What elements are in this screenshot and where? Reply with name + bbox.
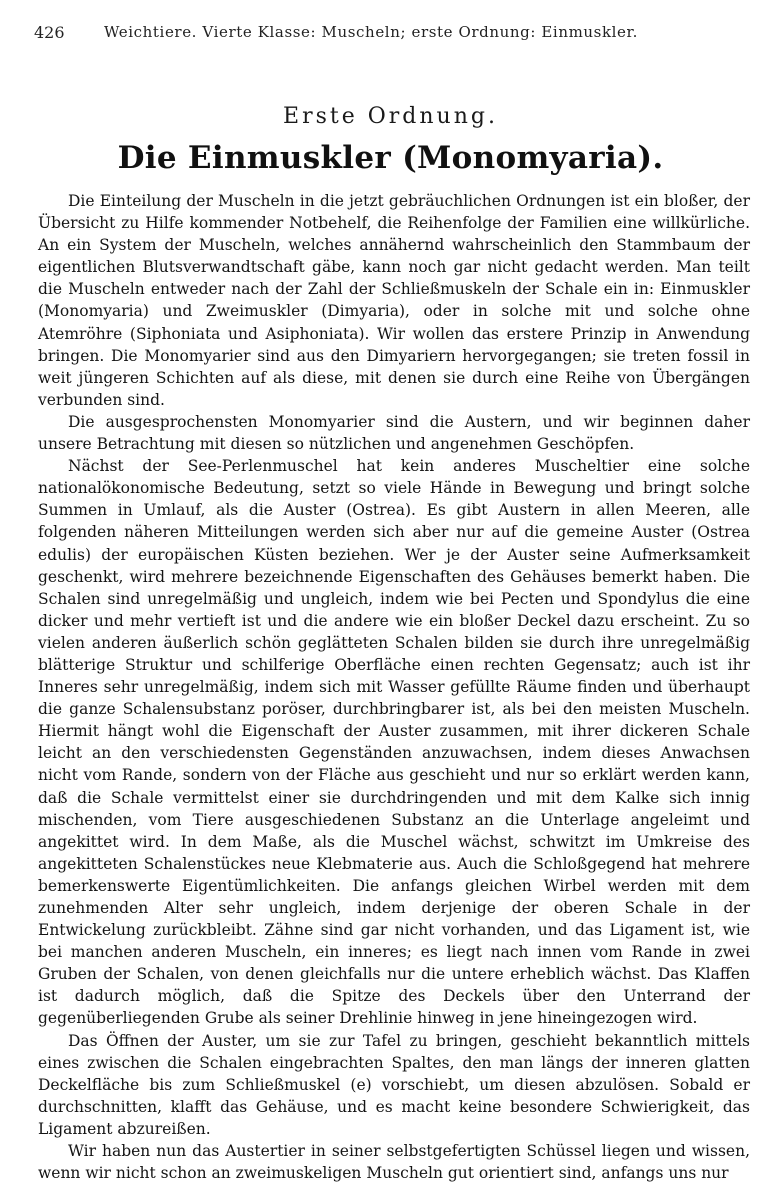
running-head: Weichtiere. Vierte Klasse: Muscheln; erste Ordnung: Einmuskler. — [104, 23, 639, 41]
paragraph: Die Einteilung der Muscheln in die jetzt gebräuchlichen Ordnungen ist ein bloßer, der Übersicht zu Hilfe kommender Notbehelf, die Reihenfolge der Familien eine willkürliche. An ein System der Muscheln, welches annähernd wahrscheinlich den Stammbaum der eigentlichen Blutsverwandtschaft gäbe, kann noch gar nicht gedacht werden. Man teilt die Muscheln entweder nach der Zahl der Schließmuskeln der Schale ein in: Einmuskler (Monomyaria) und Zweimuskler (Dimyaria), oder in solche mit und solche ohne Atemröhre (Siphoniata und Asiphoniata). Wir wollen das erstere Prinzip in Anwendung bringen. Die Monomyarier sind aus den Dimyariern hervorgegangen; sie treten fossil in weit jüngeren Schichten auf als diese, mit denen sie durch eine Reihe von Übergängen verbunden sind. — [38, 192, 750, 409]
paragraph: Die ausgesprochensten Monomyarier sind die Austern, und wir beginnen daher unsere Betrachtung mit diesen so nützlichen und angenehmen Geschöpfen. — [38, 412, 750, 454]
page-number: 426 — [34, 22, 65, 42]
paragraph: Nächst der See-Perlenmuschel hat kein anderes Muscheltier eine solche nationalökonomische Bedeutung, setzt so viele Hände in Bewegung und bringt solche Summen in Umlauf, als die Auster (Ostrea). Es gibt Austern in allen Meeren, alle folgenden näheren Mitteilungen werden sich aber nur auf die gemeine Auster (Ostrea edulis) der europäischen Küsten beziehen. Wer je der Auster seine Aufmerksamkeit geschenkt, wird mehrere bezeichnende Eigenschaften des Gehäuses bemerkt haben. Die Schalen sind unregelmäßig und ungleich, indem wie bei Pecten und Spondylus die eine dicker und mehr vertieft ist und die andere wie ein bloßer Deckel dazu erscheint. Zu so vielen anderen äußerlich schön geglätteten Schalen bilden sie durch ihre unregelmäßig blätterige Struktur und schilferige Oberfläche einen rechten Gegensatz; auch ist ihr Inneres sehr unregelmäßig, indem sich mit Wasser gefüllte Räume finden und überhaupt die ganze Schalensubstanz poröser, durchbringbarer ist, als bei den meisten Muscheln. Hiermit hängt wohl die Eigenschaft der Auster zusammen, mit ihrer dickeren Schale leicht an den verschiedensten Gegenständen anzuwachsen, indem dieses Anwachsen nicht vom Rande, sondern von der Fläche aus geschieht und nur so erklärt werden kann, daß die Schale vermittelst einer sie durchdringenden und mit dem Kalke sich innig mischenden, vom Tiere ausgeschiedenen Substanz an die Unterlage angeleimt und angekittet wird. In dem Maße, als die Muschel wächst, schwitzt im Umkreise des angekitteten Schalenstückes neue Klebmaterie aus. Auch die Schloßgegend hat mehrere bemerkenswerte Eigentümlichkeiten. Die anfangs gleichen Wirbel werden mit dem zunehmenden Alter sehr ungleich, indem derjenige der oberen Schale in der Entwickelung zurückbleibt. Zähne sind gar nicht vorhanden, und das Ligament ist, wie bei manchen anderen Muscheln, ein inneres; es liegt nach innen vom Rande in zwei Gruben der Schalen, von denen gleichfalls nur die untere erheblich wächst. Das Klaffen ist dadurch möglich, daß die Spitze des Deckels über den Unterrand der gegenüberliegenden Grube als seiner Drehlinie hinweg in jene hineingezogen wird. — [38, 457, 750, 1028]
section-title: Die Einmuskler (Monomyaria). — [117, 140, 664, 176]
body-text — [38, 190, 750, 1184]
paragraph: Das Öffnen der Auster, um sie zur Tafel zu bringen, geschieht bekanntlich mittels eines zwischen die Schalen eingebrachten Spaltes, den man längs der inneren glatten Deckelfläche bis zum Schließmuskel (e) vorschiebt, um diesen abzulösen. Sobald er durchschnitten, klafft das Gehäuse, und es macht keine besondere Schwierigkeit, das Ligament abzureißen. — [38, 1031, 750, 1138]
order-heading: Erste Ordnung. — [283, 104, 498, 129]
paragraph: Wir haben nun das Austertier in seiner selbstgefertigten Schüssel liegen und wissen, wenn wir nicht schon an zweimuskeligen Muscheln gut orientiert sind, anfangs uns nur — [38, 1142, 750, 1183]
page-header — [34, 18, 749, 46]
